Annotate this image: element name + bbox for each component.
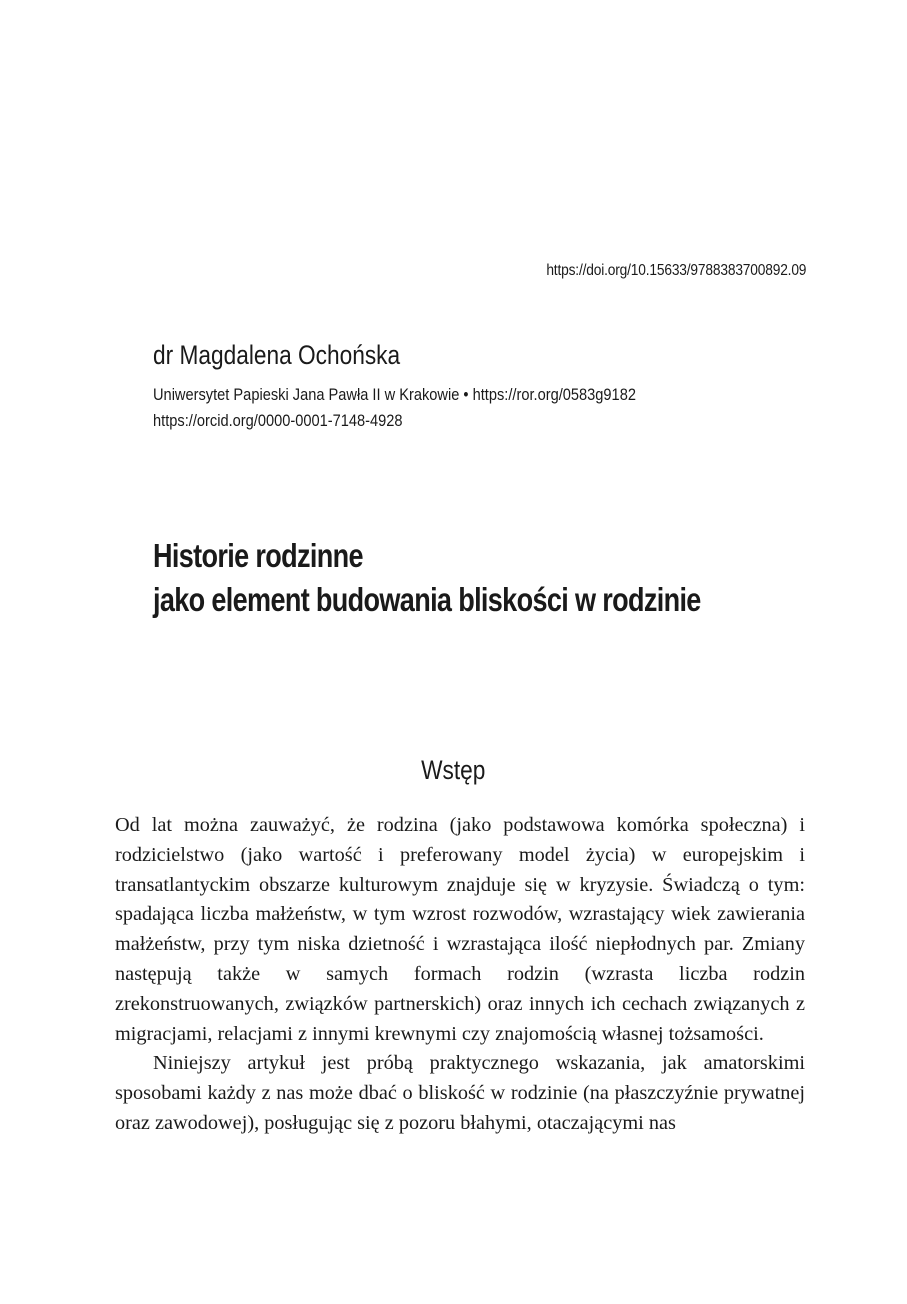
article-title-line-2: jako element budowania bliskości w rodzinie (153, 581, 701, 618)
body-paragraph-1: Od lat można zauważyć, że rodzina (jako podstawowa komórka społeczna) i rodzicielstwo (jako wartość i preferowany model życia) w europejskim i transatlantyckim obszarze kulturowym znajduje się w kryzysie. Świadczą o tym: spadająca liczba małżeństw, w tym wzrost rozwodów, wzrastający wiek zawierania małżeństw, przy tym niska dzietność i wzrastająca ilość niepłodnych par. Zmiany następują także w samych formach rodzin (wzrasta liczba rodzin zrekonstruowanych, związków partnerskich) oraz innych ich cechach związanych z migracjami, relacjami z innymi krewnymi czy znajomością własnej tożsamości. (115, 814, 805, 1045)
author-name: dr Magdalena Ochońska (153, 340, 401, 370)
body-paragraph-2: Niniejszy artykuł jest próbą praktycznego wskazania, jak amatorskimi sposobami każdy z nas może dbać o bliskość w rodzinie (na płaszczyźnie prywatnej oraz zawodowej), posługując się z pozoru błahymi, otaczającymi nas (115, 1052, 805, 1134)
doi-link[interactable]: https://doi.org/10.15633/9788383700892.09 (546, 262, 806, 279)
section-heading-text: Wstęp (421, 755, 486, 785)
author-block (153, 338, 715, 434)
section-heading (0, 753, 907, 787)
body-text (115, 811, 805, 1139)
author-affiliation: Uniwersytet Papieski Jana Pawła II w Krakowie • https://ror.org/0583g9182 (153, 385, 636, 404)
article-title (153, 534, 821, 622)
author-orcid-link[interactable]: https://orcid.org/0000-0001-7148-4928 (153, 411, 403, 430)
article-title-line-1: Historie rodzinne (153, 537, 363, 574)
